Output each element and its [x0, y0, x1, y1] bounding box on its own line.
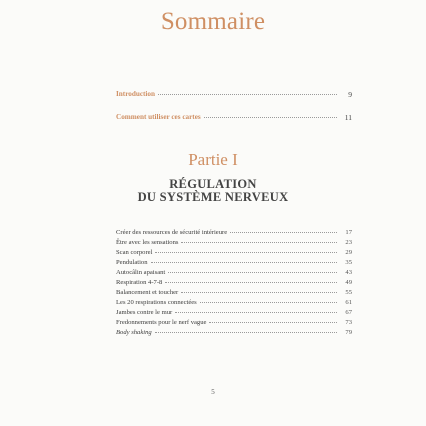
dot-leader	[181, 292, 337, 293]
toc-entry-label: Jambes contre le mur	[116, 309, 173, 316]
dot-leader	[158, 94, 337, 95]
toc-entry-page: 17	[345, 229, 352, 236]
toc-entry-label: Body shaking	[116, 329, 152, 336]
toc-entry[interactable]	[116, 309, 352, 316]
toc-entry-page: 29	[345, 249, 352, 256]
toc-entry[interactable]	[116, 269, 352, 276]
toc-entry[interactable]	[116, 239, 352, 246]
page-title: Sommaire	[160, 8, 266, 35]
part-title	[0, 178, 426, 204]
dot-leader	[155, 252, 337, 253]
dot-leader	[209, 322, 337, 323]
toc-intro-entry[interactable]	[116, 90, 352, 99]
toc-entry[interactable]	[116, 279, 352, 286]
page-number: 5	[211, 388, 215, 396]
toc-entry-label: Comment utiliser ces cartes	[116, 113, 201, 121]
toc-entry[interactable]	[116, 289, 352, 296]
part-label: Partie I	[188, 150, 238, 169]
toc-entry[interactable]	[116, 229, 352, 236]
toc-intro-entry[interactable]	[116, 113, 352, 122]
toc-entry-page: 23	[345, 239, 352, 246]
dot-leader	[200, 302, 337, 303]
toc-entry-label: Pendulation	[116, 259, 148, 266]
toc-entry-label: Introduction	[116, 90, 156, 98]
toc-entry-label: Autocâlin apaisant	[116, 269, 166, 276]
toc-entry-page: 55	[345, 289, 352, 296]
toc-entry-page: 79	[345, 329, 352, 336]
toc-entry-page: 11	[344, 113, 352, 122]
dot-leader	[151, 262, 337, 263]
dot-leader	[230, 232, 337, 233]
toc-entry-page: 35	[345, 259, 352, 266]
toc-entry-page: 61	[345, 299, 352, 306]
toc-entry-label: Respiration 4-7-8	[116, 279, 163, 286]
toc-entry-page: 67	[345, 309, 352, 316]
toc-entry-label: Les 20 respirations connectées	[116, 299, 197, 306]
toc-entry-label: Scan corporel	[116, 249, 153, 256]
toc-entry-label: Fredonnements pour le nerf vague	[116, 319, 207, 326]
toc-entry-label: Balancement et toucher	[116, 289, 179, 296]
part-title-line: DU SYSTÈME NERVEUX	[137, 190, 289, 204]
toc-entry-page: 9	[348, 90, 352, 99]
toc-entry-label: Créer des ressources de sécurité intérieure	[116, 229, 228, 236]
toc-entry-page: 49	[345, 279, 352, 286]
dot-leader	[204, 117, 337, 118]
toc-entry[interactable]	[116, 259, 352, 266]
toc-entry[interactable]	[116, 299, 352, 306]
toc-entry[interactable]	[116, 319, 352, 326]
toc-entry[interactable]	[116, 249, 352, 256]
dot-leader	[155, 332, 337, 333]
dot-leader	[175, 312, 337, 313]
toc-entry[interactable]	[116, 329, 352, 336]
toc-entry-label: Être avec les sensations	[116, 239, 179, 246]
dot-leader	[181, 242, 337, 243]
toc-entry-page: 73	[345, 319, 352, 326]
dot-leader	[165, 282, 337, 283]
part-title-line: RÉGULATION	[169, 177, 257, 191]
toc-entry-page: 43	[345, 269, 352, 276]
dot-leader	[168, 272, 337, 273]
